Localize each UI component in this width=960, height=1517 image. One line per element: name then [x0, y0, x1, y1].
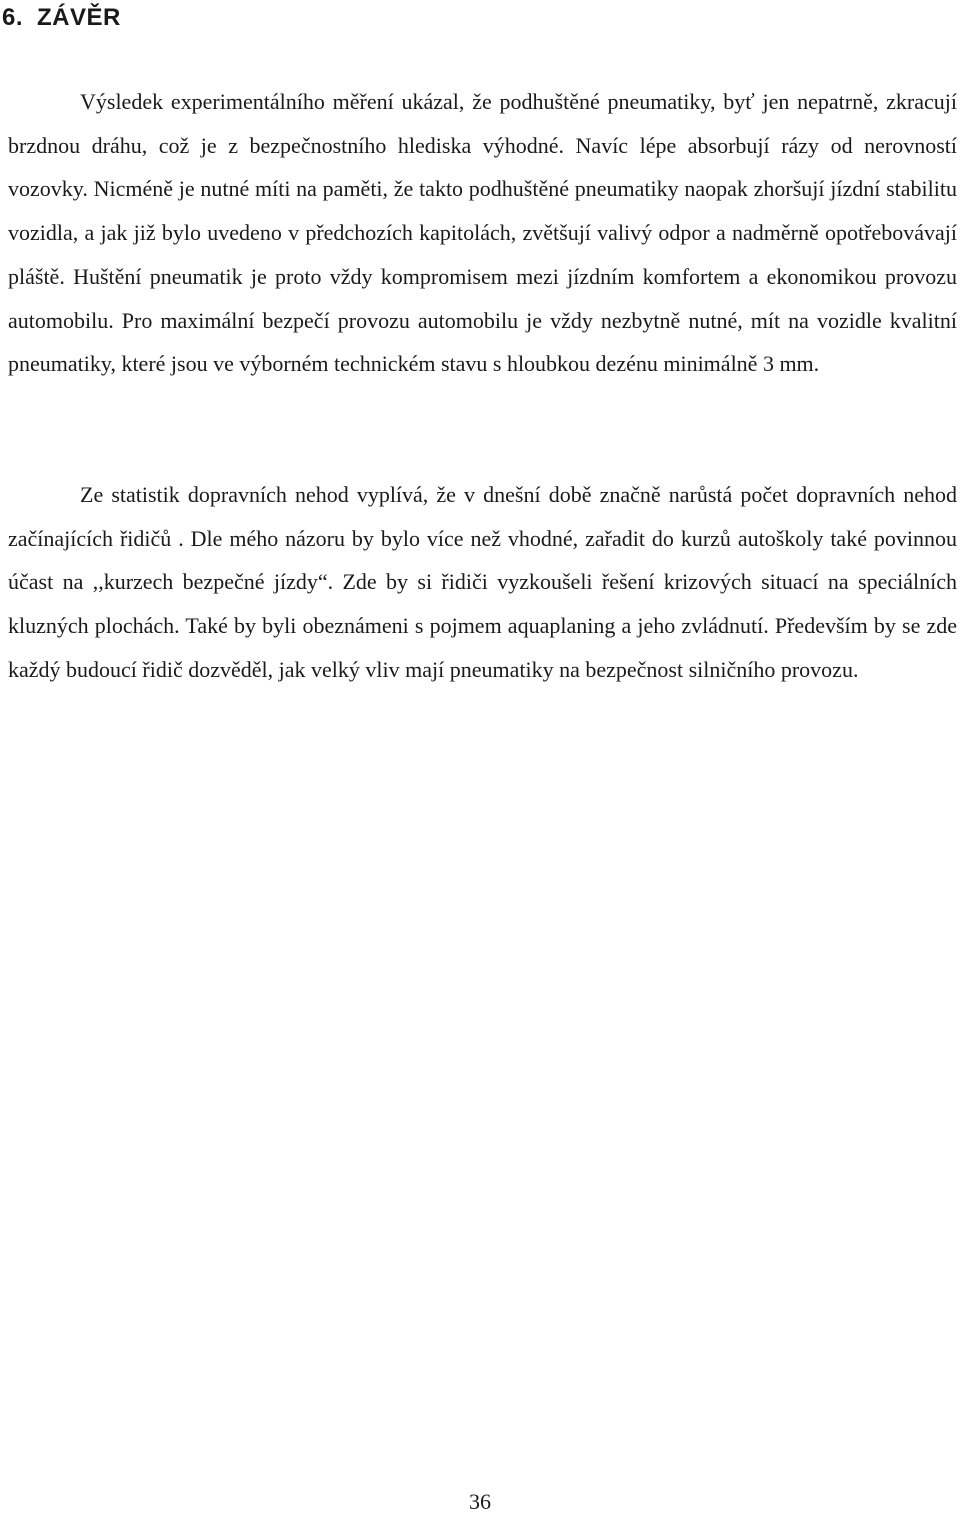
- section-title: ZÁVĚR: [37, 4, 121, 31]
- paragraph-conclusion-1: Výsledek experimentálního měření ukázal, že podhuštěné pneumatiky, byť jen nepatrně, zkracují brzdnou dráhu, což je z bezpečnostního hlediska výhodné. Navíc lépe absorbují rázy od nerovností vozovky. Nicméně je nutné míti na paměti, že takto podhuštěné pneumatiky naopak zhoršují jízdní stabilitu vozidla, a jak již bylo uvedeno v předchozích kapitolách, zvětšují valivý odpor a nadměrně opotřebovávají pláště. Huštění pneumatik je proto vždy kompromisem mezi jízdním komfortem a ekonomikou provozu automobilu. Pro maximální bezpečí provozu automobilu je vždy nezbytně nutné, mít na vozidle kvalitní pneumatiky, které jsou ve výborném technickém stavu s hloubkou dezénu minimálně 3 mm.: [8, 89, 957, 377]
- section-number: 6.: [2, 4, 24, 31]
- page-number: 36: [469, 1489, 491, 1514]
- section-heading: [2, 2, 121, 34]
- paragraph-conclusion-2: Ze statistik dopravních nehod vyplívá, že v dnešní době značně narůstá počet dopravních nehod začínajících řidičů . Dle mého názoru by bylo více než vhodné, zařadit do kurzů autoškoly také povinnou účast na ,,kurzech bezpečné jízdy“. Zde by si řidiči vyzkoušeli řešení krizových situací na speciálních kluzných plochách. Také by byli obeznámeni s pojmem aquaplaning a jeho zvládnutí. Především by se zde každý budoucí řidič dozvěděl, jak velký vliv mají pneumatiky na bezpečnost silničního provozu.: [8, 482, 957, 682]
